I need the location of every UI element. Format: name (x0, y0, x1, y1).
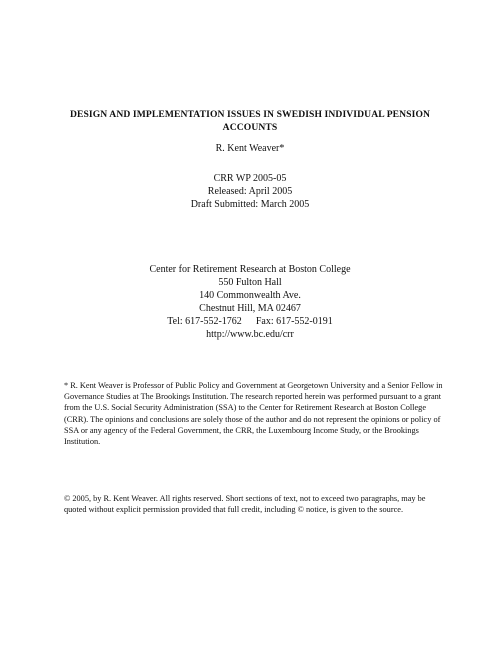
draft-date: Draft Submitted: March 2005 (190, 199, 310, 210)
institution-name: Center for Retirement Research at Boston College (149, 264, 351, 275)
institution-url[interactable]: http://www.bc.edu/crr (206, 329, 294, 340)
copyright-notice: © 2005, by R. Kent Weaver. All rights reserved. Short sections of text, not to exceed two paragraphs, may be quoted without explicit permission provided that full credit, including © notice, is given to the source. (64, 494, 426, 515)
working-paper-number: CRR WP 2005-05 (213, 173, 287, 184)
paper-title: DESIGN AND IMPLEMENTATION ISSUES IN SWEDISH INDIVIDUAL PENSION ACCOUNTS (69, 109, 431, 133)
release-date: Released: April 2005 (207, 186, 293, 197)
author-footnote: * R. Kent Weaver is Professor of Public Policy and Government at Georgetown University and a Senior Fellow in Governance Studies at The Brookings Institution. The research reported herein was performed pursuant to a grant from the U.S. Social Security Administration (SSA) to the Center for Retirement Research at Boston College (CRR). The opinions and conclusions are solely those of the author and do not represent the opinions or policy of SSA or any agency of the Federal Government, the CRR, the Luxembourg Income Study, or the Brookings Institution. (64, 381, 443, 447)
institution-city: Chestnut Hill, MA 02467 (199, 303, 301, 314)
author-line: R. Kent Weaver* (215, 143, 285, 154)
institution-building: 550 Fulton Hall (218, 277, 282, 288)
institution-address (0, 263, 500, 341)
institution-street: 140 Commonwealth Ave. (199, 290, 301, 301)
telephone: Tel: 617-552-1762 (167, 316, 242, 327)
contact-line (0, 315, 500, 328)
working-paper-info (0, 172, 500, 211)
fax: Fax: 617-552-0191 (255, 316, 333, 327)
